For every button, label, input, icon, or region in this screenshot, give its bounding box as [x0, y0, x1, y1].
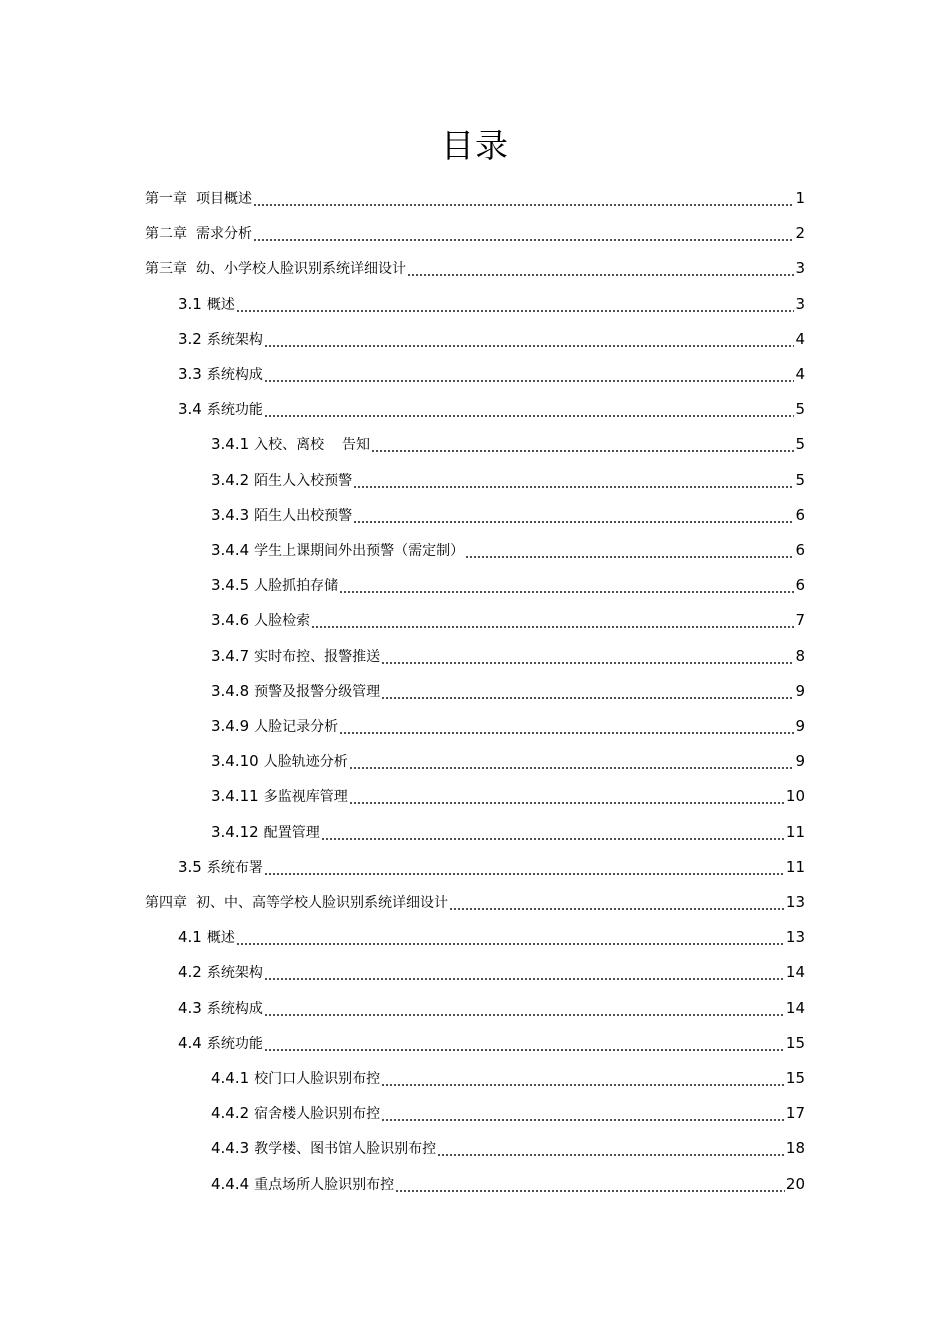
toc-entry-line	[211, 608, 805, 632]
toc-entry-page-number: 9	[795, 717, 805, 735]
toc-entry[interactable]	[0, 708, 950, 743]
toc-entry-number: 4.4.1	[211, 1069, 250, 1087]
toc-entry-line	[211, 538, 805, 562]
toc-entry-title: 需求分析	[196, 226, 252, 243]
toc-entry-page-number: 10	[785, 787, 805, 806]
toc-entry-number: 4.4	[178, 1033, 202, 1052]
toc-entry-page-number: 4	[795, 329, 805, 348]
toc-entry-page-number: 14	[785, 963, 805, 982]
toc-entry-page-number: 11	[785, 857, 805, 876]
toc-dot-leader	[264, 327, 795, 351]
toc-entry-page-number: 7	[795, 611, 805, 630]
toc-entry-line	[211, 1172, 805, 1196]
toc-dot-leader	[381, 679, 794, 703]
toc-dot-leader	[253, 186, 794, 210]
toc-dot-leader	[381, 1066, 785, 1090]
toc-entry-page-number: 11	[785, 822, 805, 841]
toc-entry[interactable]	[0, 567, 950, 602]
toc-entry-title: 项目概述	[196, 191, 252, 207]
toc-entry-title: 人脸检索	[254, 613, 311, 630]
toc-entry-line	[211, 468, 805, 492]
toc-entry-title: 实时布控、报警推送	[254, 648, 381, 665]
toc-entry-number: 4.2	[178, 963, 202, 982]
toc-entry-line	[145, 221, 805, 245]
toc-entry-title: 配置管理	[263, 824, 320, 841]
toc-entry-line	[178, 925, 805, 949]
toc-entry[interactable]	[0, 356, 950, 391]
toc-dot-leader	[253, 221, 794, 245]
toc-entry[interactable]	[0, 919, 950, 954]
toc-entry-number: 3.5	[178, 857, 202, 876]
toc-entry-title: 幼、小学校人脸识别系统详细设计	[196, 261, 406, 278]
toc-entry-title: 系统构成	[206, 367, 263, 383]
toc-entry-line	[145, 186, 805, 210]
toc-entry-title: 预警及报警分级管理	[254, 683, 381, 700]
toc-entry-page-number: 14	[785, 998, 805, 1017]
toc-dot-leader	[381, 644, 794, 668]
toc-entry[interactable]	[0, 884, 950, 919]
toc-entry-number: 3.4.12	[211, 822, 259, 841]
toc-dot-leader	[264, 1031, 785, 1055]
toc-entry-title: 校门口人脸识别布控	[254, 1071, 381, 1087]
toc-entry[interactable]	[0, 673, 950, 708]
toc-entry[interactable]	[0, 180, 950, 215]
toc-entry-title: 系统功能	[206, 402, 263, 419]
toc-entry-line	[178, 855, 805, 879]
toc-entry-page-number: 3	[795, 259, 805, 278]
toc-dot-leader	[465, 538, 794, 562]
toc-dot-leader	[371, 432, 794, 456]
toc-entry-line	[178, 960, 805, 984]
toc-entry-title: 系统架构	[206, 965, 263, 982]
toc-entry-title: 重点场所人脸识别布控	[254, 1176, 395, 1193]
toc-entry-number: 3.3	[178, 365, 202, 383]
toc-entry-number: 4.4.2	[211, 1104, 250, 1123]
toc-entry[interactable]	[0, 250, 950, 285]
toc-entry-line	[211, 784, 805, 808]
toc-entry[interactable]	[0, 497, 950, 532]
toc-entry[interactable]	[0, 462, 950, 497]
toc-entry-page-number: 20	[785, 1174, 805, 1193]
toc-entry-line	[211, 679, 805, 703]
toc-entry-title: 入校、离校 告知	[254, 437, 370, 454]
toc-entry-page-number: 5	[795, 400, 805, 419]
toc-entry[interactable]	[0, 1166, 950, 1201]
toc-entry[interactable]	[0, 954, 950, 989]
toc-dot-leader	[353, 468, 794, 492]
toc-entry-page-number: 9	[795, 681, 805, 700]
toc-dot-leader	[407, 256, 794, 280]
toc-entry-title: 人脸记录分析	[254, 719, 339, 735]
toc-dot-leader	[449, 890, 785, 914]
toc-entry-page-number: 13	[785, 928, 805, 947]
toc-entry-line	[211, 503, 805, 527]
toc-entry[interactable]	[0, 321, 950, 356]
toc-entry-title: 系统功能	[206, 1035, 263, 1052]
toc-entry-line	[178, 397, 805, 421]
toc-entry-page-number: 2	[795, 224, 805, 243]
toc-entry-line	[211, 1136, 805, 1160]
toc-entry-title: 学生上课期间外出预警（需定制）	[254, 543, 465, 559]
toc-dot-leader	[264, 397, 795, 421]
toc-entry-page-number: 5	[795, 435, 805, 454]
toc-entry[interactable]	[0, 778, 950, 813]
toc-entry-title: 教学楼、图书馆人脸识别布控	[254, 1141, 437, 1158]
toc-entry-number: 3.4.11	[211, 787, 259, 806]
toc-entry-number: 3.4.8	[211, 681, 250, 700]
toc-entry-page-number: 5	[795, 470, 805, 489]
toc-entry-page-number: 9	[795, 752, 805, 771]
toc-entry-title: 初、中、高等学校人脸识别系统详细设计	[196, 895, 448, 911]
toc-entry-number: 3.4.2	[211, 470, 250, 489]
toc-entry[interactable]	[0, 426, 950, 461]
toc-dot-leader	[264, 362, 795, 386]
toc-dot-leader	[339, 714, 794, 738]
toc-entry-line	[211, 714, 805, 738]
toc-entry-line	[178, 327, 805, 351]
toc-entry-title: 系统构成	[206, 1000, 263, 1017]
toc-entry-line	[211, 432, 805, 456]
toc-dot-leader	[236, 292, 795, 316]
toc-entry-title: 概述	[206, 930, 235, 947]
toc-entry-title: 概述	[206, 296, 235, 313]
toc-dot-leader	[395, 1172, 785, 1196]
toc-dot-leader	[264, 960, 785, 984]
toc-entry[interactable]	[0, 602, 950, 637]
toc-entry-page-number: 6	[795, 576, 805, 595]
toc-entry-number: 3.4.6	[211, 611, 250, 630]
toc-entry[interactable]	[0, 215, 950, 250]
toc-entry-number: 3.2	[178, 329, 202, 348]
toc-entry-page-number: 6	[795, 505, 805, 524]
toc-entry-number: 3.4.10	[211, 752, 259, 771]
toc-entry-number: 3.4.3	[211, 505, 250, 524]
toc-entry-number: 第四章	[145, 895, 187, 911]
toc-dot-leader	[339, 573, 794, 597]
toc-dot-leader	[236, 925, 785, 949]
toc-dot-leader	[349, 784, 785, 808]
toc-entry[interactable]	[0, 990, 950, 1025]
toc-entry-number: 3.4.1	[211, 435, 250, 454]
toc-dot-leader	[311, 608, 794, 632]
toc-entry[interactable]	[0, 532, 950, 567]
toc-entry-page-number: 4	[795, 365, 805, 383]
toc-entry-number: 3.4	[178, 400, 202, 419]
toc-entry[interactable]	[0, 1130, 950, 1165]
toc-entry-line	[178, 362, 805, 386]
toc-entry-title: 多监视库管理	[263, 789, 348, 806]
toc-entry-line	[178, 996, 805, 1020]
toc-entry-number: 第三章	[145, 261, 187, 278]
toc-entry-number: 3.4.4	[211, 541, 250, 559]
toc-entry-page-number: 6	[795, 541, 805, 559]
toc-entry-line	[211, 1101, 805, 1125]
toc-dot-leader	[381, 1101, 785, 1125]
toc-entry[interactable]	[0, 814, 950, 849]
toc-entry-title: 宿舍楼人脸识别布控	[254, 1106, 381, 1123]
toc-entry[interactable]	[0, 638, 950, 673]
toc-dot-leader	[264, 996, 785, 1020]
toc-entry-page-number: 18	[785, 1139, 805, 1158]
toc-entry-line	[178, 292, 805, 316]
toc-entry-line	[145, 890, 805, 914]
toc-entry-number: 4.1	[178, 928, 202, 947]
toc-entry-line	[211, 573, 805, 597]
toc-entry-number: 第一章	[145, 191, 187, 207]
toc-entry-line	[145, 256, 805, 280]
toc-entry-number: 第二章	[145, 226, 187, 243]
toc-entry-page-number: 15	[785, 1033, 805, 1052]
toc-entry-number: 3.4.9	[211, 717, 250, 735]
toc-entry-page-number: 17	[785, 1104, 805, 1123]
toc-entry[interactable]	[0, 391, 950, 426]
toc-entry[interactable]	[0, 1060, 950, 1095]
toc-entry-page-number: 3	[795, 294, 805, 313]
toc-dot-leader	[437, 1136, 785, 1160]
toc-entry-title: 人脸抓拍存储	[254, 578, 339, 595]
toc-dot-leader	[353, 503, 794, 527]
toc-entry-number: 4.4.4	[211, 1174, 250, 1193]
toc-entry[interactable]	[0, 743, 950, 778]
toc-entry-line	[211, 749, 805, 773]
toc-entry-number: 3.4.7	[211, 646, 250, 665]
toc-entry[interactable]	[0, 849, 950, 884]
toc-entry[interactable]	[0, 1025, 950, 1060]
toc-entry-number: 3.4.5	[211, 576, 250, 595]
toc-entry-line	[211, 820, 805, 844]
toc-entry-line	[211, 1066, 805, 1090]
toc-dot-leader	[349, 749, 795, 773]
toc-entry-number: 3.1	[178, 294, 202, 313]
toc-entry-title: 系统布署	[206, 859, 263, 876]
toc-dot-leader	[264, 855, 785, 879]
toc-entry-page-number: 8	[795, 646, 805, 665]
toc-entry-number: 4.4.3	[211, 1139, 250, 1158]
toc-entry-title: 陌生人入校预警	[254, 472, 353, 489]
toc-entry[interactable]	[0, 286, 950, 321]
toc-entry-page-number: 15	[785, 1069, 805, 1087]
toc-entry-number: 4.3	[178, 998, 202, 1017]
toc-entry-title: 陌生人出校预警	[254, 507, 353, 524]
toc-entry-line	[178, 1031, 805, 1055]
toc-entry-title: 系统架构	[206, 331, 263, 348]
page-title: 目录	[441, 126, 509, 165]
toc-entry-title: 人脸轨迹分析	[263, 754, 348, 771]
toc-entry-page-number: 1	[795, 189, 805, 207]
toc-dot-leader	[321, 820, 785, 844]
toc-entry[interactable]	[0, 1095, 950, 1130]
toc-entry-page-number: 13	[785, 893, 805, 911]
toc-entry-line	[211, 644, 805, 668]
